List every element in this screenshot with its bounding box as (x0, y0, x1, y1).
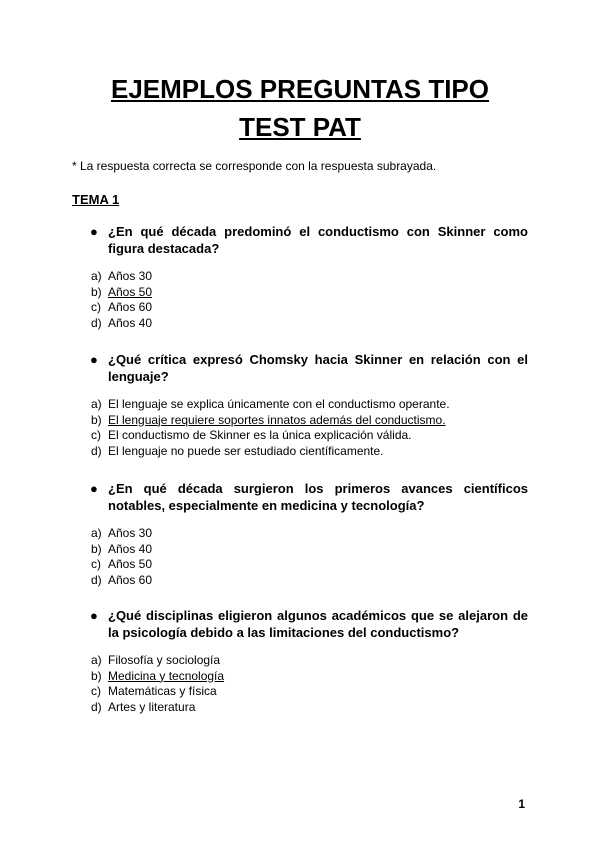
option-c (88, 300, 528, 316)
bullet-icon: ● (90, 352, 98, 367)
option-text: Años 60 (108, 572, 153, 587)
answer-note: * La respuesta correcta se corresponde con la respuesta subrayada. (72, 159, 437, 173)
option-c (88, 557, 528, 573)
option-b (88, 285, 528, 301)
option-list (72, 269, 528, 331)
page-number: 1 (518, 797, 525, 811)
option-text: El conductismo de Skinner es la única explicación válida. (108, 428, 412, 442)
option-text: Artes y literatura (108, 699, 196, 714)
option-letter: b) (91, 412, 102, 427)
option-text: Matemáticas y física (108, 684, 217, 698)
option-letter: a) (91, 653, 102, 667)
option-list (72, 653, 528, 715)
document-title-line-2: TEST PAT (239, 112, 361, 142)
question-text: ¿En qué década surgieron los primeros avances científicos notables, especialmente en medicina y tecnología? (108, 481, 528, 513)
correct-option-text: Medicina y tecnología (108, 668, 225, 683)
question-text: ¿Qué disciplinas eligieron algunos académicos que se alejaron de la psicología debido a las limitaciones del conductismo? (108, 608, 528, 640)
option-list (72, 526, 528, 588)
option-b (88, 542, 528, 558)
correct-option-text: El lenguaje requiere soportes innatos además del conductismo. (108, 412, 446, 427)
option-letter: d) (91, 699, 102, 714)
option-text: Filosofía y sociología (108, 653, 221, 667)
option-letter: a) (91, 397, 102, 411)
bullet-icon: ● (90, 224, 98, 239)
option-text: Años 50 (108, 557, 153, 571)
option-list (72, 397, 528, 459)
option-d (88, 573, 528, 589)
option-d (88, 316, 528, 332)
option-a (88, 526, 528, 542)
question-1 (72, 223, 528, 331)
question-2 (72, 351, 528, 459)
option-text: El lenguaje no puede ser estudiado científicamente. (108, 443, 384, 458)
option-d (88, 444, 528, 460)
question-4 (72, 607, 528, 715)
option-letter: a) (91, 526, 102, 540)
option-c (88, 684, 528, 700)
option-letter: a) (91, 269, 102, 283)
option-letter: c) (91, 300, 101, 314)
option-text: El lenguaje se explica únicamente con el conductismo operante. (108, 397, 450, 411)
question-text: ¿En qué década predominó el conductismo con Skinner como figura destacada? (108, 224, 528, 256)
option-a (88, 269, 528, 285)
option-b (88, 413, 528, 429)
option-letter: c) (91, 557, 101, 571)
correct-option-text: Años 50 (108, 284, 153, 299)
option-a (88, 653, 528, 669)
bullet-icon: ● (90, 481, 98, 496)
option-text: Años 60 (108, 300, 153, 314)
option-text: Años 30 (108, 526, 153, 540)
option-a (88, 397, 528, 413)
question-3 (72, 480, 528, 588)
document-title-line-1: EJEMPLOS PREGUNTAS TIPO (110, 74, 489, 104)
option-letter: b) (91, 541, 102, 556)
bullet-icon: ● (90, 608, 98, 623)
option-text: Años 40 (108, 315, 153, 330)
option-letter: d) (91, 443, 102, 458)
option-letter: b) (91, 668, 102, 683)
option-letter: d) (91, 315, 102, 330)
option-b (88, 669, 528, 685)
option-text: Años 40 (108, 541, 153, 556)
option-text: Años 30 (108, 269, 153, 283)
question-text: ¿Qué crítica expresó Chomsky hacia Skinner en relación con el lenguaje? (108, 352, 528, 384)
option-d (88, 700, 528, 716)
option-letter: d) (91, 572, 102, 587)
option-c (88, 428, 528, 444)
option-letter: c) (91, 428, 101, 442)
section-heading: TEMA 1 (72, 192, 120, 207)
option-letter: b) (91, 284, 102, 299)
option-letter: c) (91, 684, 101, 698)
